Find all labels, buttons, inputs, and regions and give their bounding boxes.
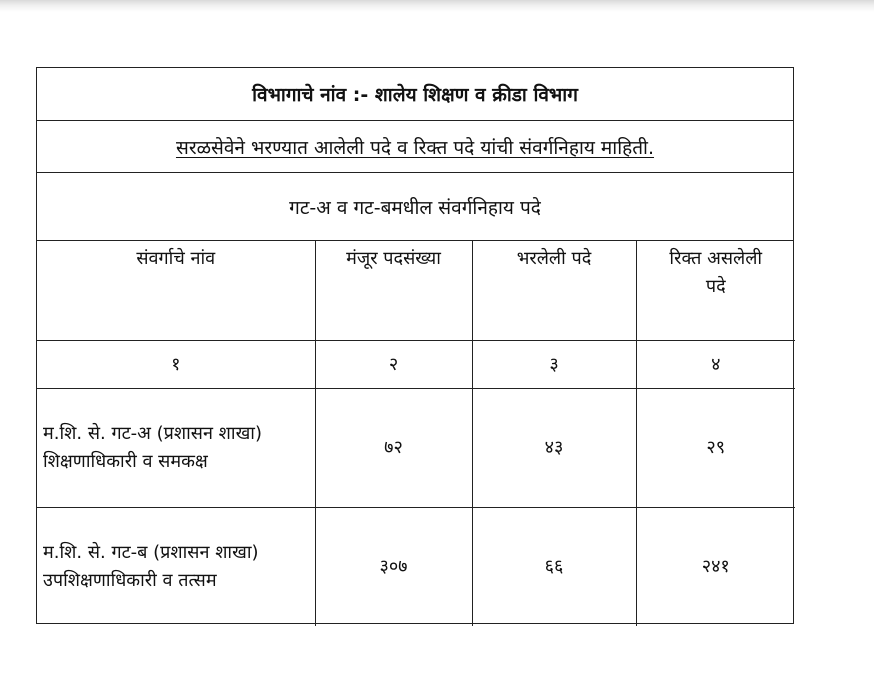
- group-caption: गट-अ व गट-बमधील संवर्गनिहाय पदे: [289, 196, 541, 219]
- table-header-row: [37, 241, 795, 341]
- filled-posts-cell: ६६: [472, 508, 636, 627]
- column-number: २: [315, 341, 472, 389]
- column-header-filled-posts: भरलेली पदे: [472, 241, 636, 341]
- department-title-row: [37, 68, 793, 121]
- vacant-posts-cell: २९: [636, 389, 795, 508]
- table-row: [37, 508, 795, 627]
- cadre-name-cell: म.शि. से. गट-अ (प्रशासन शाखा) शिक्षणाधिकारी व समकक्ष: [37, 389, 315, 508]
- column-header-cadre-name: संवर्गाचे नांव: [37, 241, 315, 341]
- table-row: [37, 389, 795, 508]
- column-number: १: [37, 341, 315, 389]
- cadre-name-cell: म.शि. से. गट-ब (प्रशासन शाखा) उपशिक्षणाधिकारी व तत्सम: [37, 508, 315, 627]
- sanctioned-posts-cell: ३०७: [315, 508, 472, 627]
- sanctioned-posts-cell: ७२: [315, 389, 472, 508]
- filled-posts-cell: ४३: [472, 389, 636, 508]
- department-title: विभागाचे नांव :- शालेय शिक्षण व क्रीडा विभाग: [252, 84, 578, 106]
- vacant-posts-cell: २४१: [636, 508, 795, 627]
- subtitle-row: [37, 121, 793, 173]
- group-caption-row: [37, 173, 793, 241]
- posts-table: [37, 241, 795, 626]
- subtitle: सरळसेवेने भरण्यात आलेली पदे व रिक्त पदे यांची संवर्गनिहाय माहिती.: [175, 136, 655, 159]
- column-header-vacant-posts: रिक्त असलेली पदे: [636, 241, 795, 341]
- column-number-row: [37, 341, 795, 389]
- document-sheet: [36, 67, 794, 624]
- column-number: ३: [472, 341, 636, 389]
- posts-table-wrapper: [37, 241, 793, 623]
- page-top-shadow: [0, 0, 874, 12]
- column-header-sanctioned-posts: मंजूर पदसंख्या: [315, 241, 472, 341]
- column-number: ४: [636, 341, 795, 389]
